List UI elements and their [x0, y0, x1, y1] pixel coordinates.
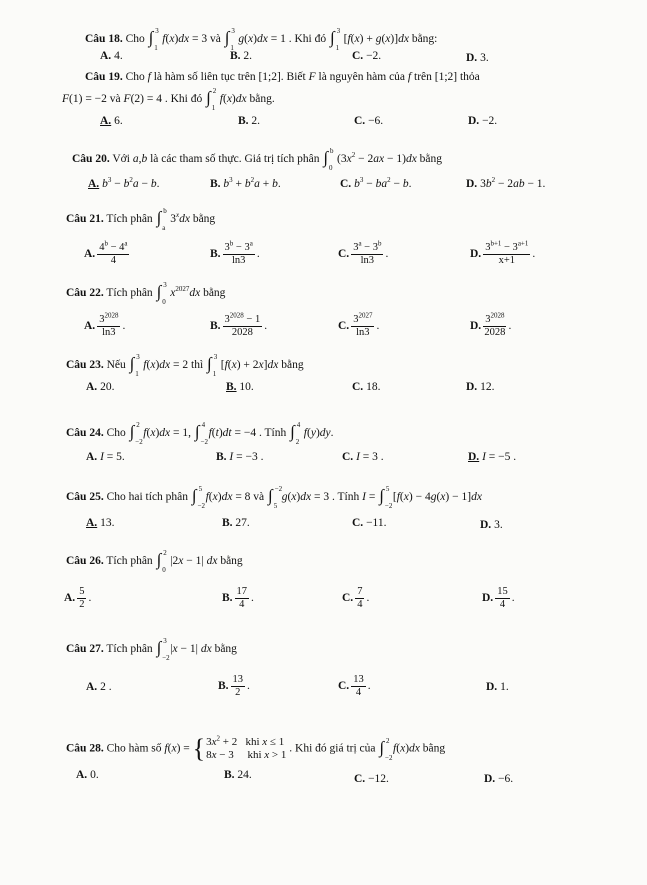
question-stem: Câu 26. Tích phân ∫ 2 0 |2x − 1| dx bằng — [66, 549, 243, 575]
option-b[interactable]: B. 2. — [230, 50, 253, 62]
option-a[interactable]: A. $\frac{5}{2}$ . — [64, 586, 92, 610]
option-a[interactable]: A. 20. — [86, 381, 115, 393]
option-d[interactable]: D. $\frac{3^{b+1} - 3^{a+1}}{x+1}$ . — [470, 239, 536, 266]
option-c[interactable]: C. $\frac{13}{4}$ . — [338, 674, 371, 698]
option-b[interactable]: B. $\frac{13}{2}$ . — [218, 674, 250, 698]
question-stem: Câu 19. Cho f là hàm số liên tục trên [1;2]. Biết F là nguyên hàm của f trên [1;2] thỏa — [85, 71, 480, 83]
option-b[interactable]: B. $b^3 + b^2a + b$. — [210, 176, 281, 190]
question-stem: Câu 23. Nếu ∫ 3 1 f(x)dx = 2 thì ∫ 3 1 [f(x) + 2x]dx bằng — [66, 353, 304, 379]
option-d[interactable]: D. $\frac{15}{4}$ . — [482, 586, 515, 610]
option-d[interactable]: D. 1. — [486, 681, 509, 693]
option-a[interactable]: A. I = 5. — [86, 451, 125, 463]
question-stem: Câu 20. Với a,b là các tham số thực. Giá trị tích phân ∫ b 0 $(3x^2 - 2ax - 1)dx$ bằng — [72, 147, 443, 173]
option-c[interactable]: C. −11. — [352, 517, 387, 529]
option-d[interactable]: D. I = −5 . — [468, 451, 517, 463]
option-a[interactable]: A. 2 . — [86, 681, 112, 693]
option-a[interactable]: A. $b^3 - b^2a - b$. — [88, 176, 160, 190]
option-a[interactable]: A. 6. — [100, 115, 123, 127]
option-c[interactable]: C. $\frac{3^{2027}}{\ln 3}$ . — [338, 311, 380, 338]
option-b[interactable]: B. 2. — [238, 115, 261, 127]
question-stem: Câu 18. Cho ∫ 3 1 f(x)dx = 3 và ∫ 3 1 g(x)dx = 1 . Khi đó ∫ 3 1 [f(x) + g(x)]dx bằng: — [85, 27, 438, 53]
question-stem: Câu 25. Cho hai tích phân ∫ 5 −2 f(x)dx = 8 và ∫ −2 5 g(x)dx = 3 . Tính I = ∫ 5 −2 [f(x) − 4g(x) − 1]dx — [66, 485, 482, 511]
option-c[interactable]: C. I = 3 . — [342, 451, 384, 463]
option-b[interactable]: B. 24. — [224, 769, 252, 781]
option-c[interactable]: C. −12. — [354, 773, 389, 785]
question-stem: Câu 28. Cho hàm số $f(x) = \{3x^2 + 2$ khi x ≤ 1 8x − 3 khi x > 1 . Khi đó giá trị của ∫ 2 −2 f(x)dx bằng — [66, 734, 446, 763]
option-c[interactable]: C. 18. — [352, 381, 381, 393]
option-c[interactable]: C. $\frac{3^a - 3^b}{\ln 3}$ . — [338, 239, 389, 266]
option-c[interactable]: C. −6. — [354, 115, 384, 127]
option-d[interactable]: D. −2. — [468, 115, 498, 127]
question-stem: Câu 27. Tích phân ∫ 3 −2 |x − 1| dx bằng — [66, 637, 237, 663]
option-b[interactable]: B. $\frac{3^{2028} - 1}{2028}$ . — [210, 311, 268, 338]
question-stem: Câu 22. Tích phân ∫ 3 0 $x^{2027}dx$ bằng — [66, 281, 226, 307]
option-a[interactable]: A. 0. — [76, 769, 99, 781]
option-c[interactable]: C. −2. — [352, 50, 382, 62]
option-b[interactable]: B. 27. — [222, 517, 250, 529]
option-d[interactable]: D. −6. — [484, 773, 514, 785]
option-d[interactable]: D. $3b^2 - 2ab - 1$. — [466, 176, 546, 190]
option-d[interactable]: D. $\frac{3^{2028}}{2028}$ . — [470, 311, 512, 338]
question-stem: Câu 21. Tích phân ∫ b a 3$^x$dx bằng — [66, 207, 216, 233]
option-b[interactable]: B. 10. — [226, 381, 254, 393]
option-d[interactable]: D. 3. — [480, 519, 503, 531]
option-b[interactable]: B. $\frac{3^b - 3^a}{\ln 3}$ . — [210, 239, 260, 266]
option-b[interactable]: B. $\frac{17}{4}$ . — [222, 586, 254, 610]
option-d[interactable]: D. 12. — [466, 381, 495, 393]
option-d[interactable]: D. 3. — [466, 52, 489, 64]
question-stem-line-2: F(1) = −2 và F(2) = 4 . Khi đó ∫ 2 1 f(x)dx bằng. — [62, 87, 275, 113]
option-b[interactable]: B. I = −3 . — [216, 451, 264, 463]
option-c[interactable]: C. $b^3 - ba^2 - b$. — [340, 176, 412, 190]
option-c[interactable]: C. $\frac{7}{4}$ . — [342, 586, 370, 610]
option-a[interactable]: A. $\frac{4^b - 4^a}{4}$ — [84, 239, 128, 266]
option-a[interactable]: A. 13. — [86, 517, 115, 529]
question-label: Câu 18. — [85, 33, 123, 45]
option-a[interactable]: A. $\frac{3^{2028}}{\ln 3}$ . — [84, 311, 126, 338]
option-a[interactable]: A. 4. — [100, 50, 123, 62]
question-stem: Câu 24. Cho ∫ 2 −2 f(x)dx = 1, ∫ 4 −2 f(t)dt = −4 . Tính ∫ 4 2 f(y)dy. — [66, 421, 334, 447]
